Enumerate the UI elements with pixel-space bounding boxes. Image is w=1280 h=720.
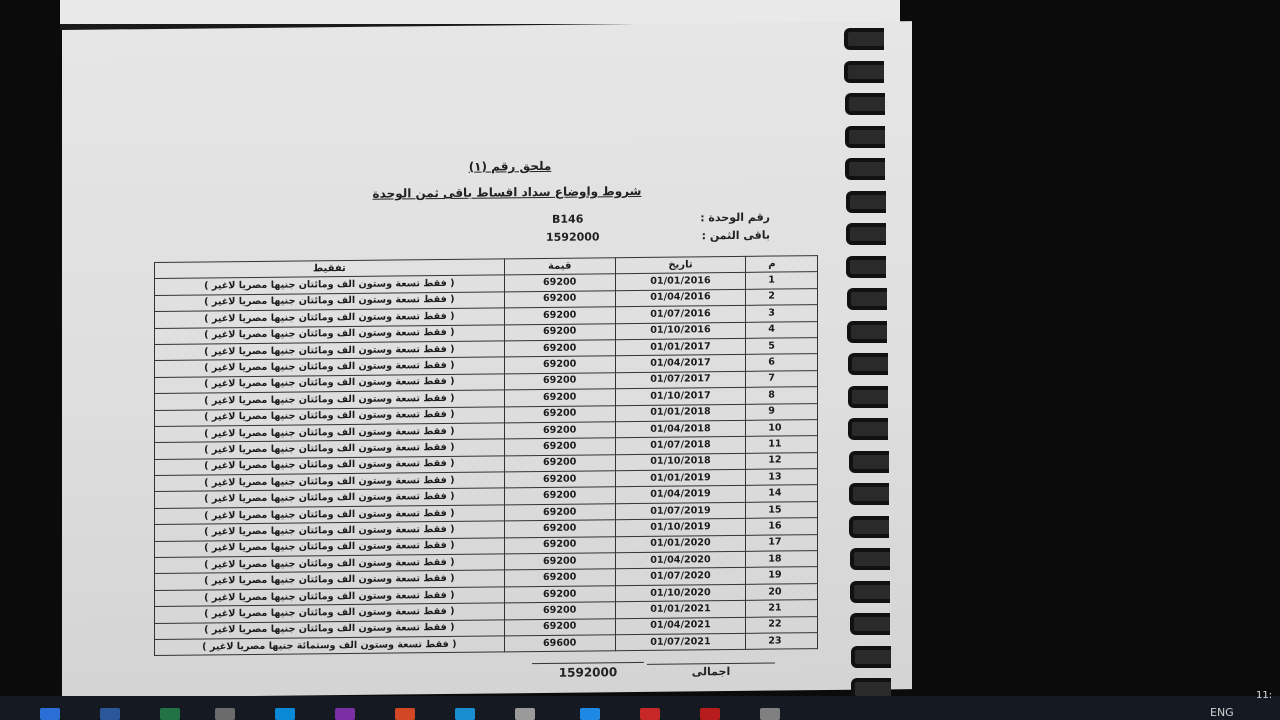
cell-text: ( فقط تسعة وستون الف ومائتان جنيها مصريا لاغير ): [155, 456, 505, 476]
cell-date: 01/01/2018: [615, 404, 746, 422]
binder-ring: [846, 223, 886, 245]
cell-text: ( فقط تسعة وستون الف ومائتان جنيها مصريا لاغير ): [155, 554, 505, 574]
taskbar-app-icon[interactable]: [100, 708, 120, 720]
cell-text: ( فقط تسعة وستون الف ومائتان جنيها مصريا لاغير ): [155, 570, 505, 590]
cell-text: ( فقط تسعة وستون الف ومائتان جنيها مصريا لاغير ): [155, 603, 505, 623]
cell-date: 01/10/2020: [615, 584, 746, 602]
cell-num: 4: [746, 321, 818, 338]
cell-date: 01/10/2018: [615, 453, 746, 471]
cell-num: 3: [746, 305, 818, 322]
binder-ring: [846, 191, 886, 213]
cell-value: 69200: [504, 372, 615, 390]
cell-num: 16: [746, 518, 818, 535]
cell-text: ( فقط تسعة وستون الف ومائتان جنيها مصريا لاغير ): [155, 308, 505, 328]
binder-ring: [849, 451, 889, 473]
cell-num: 14: [746, 485, 818, 502]
binder-ring: [848, 353, 888, 375]
cell-date: 01/01/2016: [615, 273, 746, 291]
binder-ring: [847, 288, 887, 310]
cell-value: 69600: [504, 635, 615, 653]
cell-num: 9: [746, 403, 818, 420]
binder-ring: [849, 516, 889, 538]
total-label: اجمالى: [647, 663, 775, 679]
cell-text: ( فقط تسعة وستون الف ومائتان جنيها مصريا لاغير ): [155, 275, 505, 295]
cell-text: ( فقط تسعة وستون الف ومائتان جنيها مصريا لاغير ): [155, 374, 505, 394]
binder-ring: [845, 126, 885, 148]
cell-num: 5: [746, 338, 818, 355]
binder-ring: [851, 646, 891, 668]
cell-value: 69200: [504, 569, 615, 587]
binder-ring: [845, 93, 885, 115]
cell-date: 01/10/2016: [615, 322, 746, 340]
cell-value: 69200: [504, 602, 615, 620]
taskbar-app-icon[interactable]: [760, 708, 780, 720]
cell-num: 10: [746, 419, 818, 436]
cell-num: 11: [746, 436, 818, 453]
total-value: 1592000: [532, 662, 644, 680]
taskbar-app-icon[interactable]: [335, 708, 355, 720]
cell-text: ( فقط تسعة وستون الف ومائتان جنيها مصريا لاغير ): [155, 423, 505, 443]
language-indicator[interactable]: ENG: [1210, 706, 1234, 719]
cell-text: ( فقط تسعة وستون الف ومائتان جنيها مصريا لاغير ): [155, 406, 505, 426]
annex-title: ملحق رقم (١): [468, 158, 552, 174]
taskbar-app-icon[interactable]: [700, 708, 720, 720]
binder-ring: [849, 483, 889, 505]
cell-num: 23: [746, 633, 818, 650]
taskbar-app-icon[interactable]: [515, 708, 535, 720]
cell-text: ( فقط تسعة وستون الف ومائتان جنيها مصريا لاغير ): [155, 390, 505, 410]
cell-text: ( فقط تسعة وستون الف ومائتان جنيها مصريا لاغير ): [155, 472, 505, 492]
installment-table: [154, 255, 818, 656]
cell-date: 01/04/2021: [615, 617, 746, 635]
cell-date: 01/07/2018: [615, 437, 746, 455]
taskbar-app-icon[interactable]: [215, 708, 235, 720]
cell-date: 01/04/2016: [615, 289, 746, 307]
main-title: شروط واوضاع سداد اقساط باقى ثمن الوحدة: [372, 183, 642, 201]
header-value: قيمة: [504, 258, 615, 276]
cell-num: 7: [746, 370, 818, 387]
cell-text: ( فقط تسعة وستون الف ومائتان جنيها مصريا لاغير ): [155, 587, 505, 607]
cell-value: 69200: [504, 323, 615, 341]
cell-text: ( فقط تسعة وستون الف ومائتان جنيها مصريا لاغير ): [155, 505, 505, 525]
cell-num: 15: [746, 501, 818, 518]
cell-date: 01/07/2021: [615, 633, 746, 651]
cell-value: 69200: [504, 454, 615, 472]
binder-ring: [846, 256, 886, 278]
cell-value: 69200: [504, 422, 615, 440]
unit-value: B146: [552, 212, 584, 226]
header-num: م: [746, 256, 818, 273]
cell-num: 6: [746, 354, 818, 371]
cell-date: 01/10/2019: [615, 519, 746, 537]
binder-ring: [848, 386, 888, 408]
cell-value: 69200: [504, 405, 615, 423]
cell-num: 13: [746, 469, 818, 486]
cell-date: 01/01/2017: [615, 338, 746, 356]
cell-date: 01/01/2019: [615, 469, 746, 487]
cell-date: 01/04/2019: [615, 486, 746, 504]
document-page: [62, 21, 912, 698]
cell-value: 69200: [504, 340, 615, 358]
balance-label: باقى الثمن :: [701, 228, 770, 243]
cell-num: 1: [746, 272, 818, 289]
cell-num: 12: [746, 452, 818, 469]
cell-value: 69200: [504, 274, 615, 292]
cell-value: 69200: [504, 586, 615, 604]
cell-num: 8: [746, 387, 818, 404]
cell-text: ( فقط تسعة وستون الف ومائتان جنيها مصريا لاغير ): [155, 357, 505, 377]
cell-num: 21: [746, 600, 818, 617]
cell-value: 69200: [504, 471, 615, 489]
cell-num: 18: [746, 551, 818, 568]
cell-value: 69200: [504, 536, 615, 554]
cell-text: ( فقط تسعة وستون الف ومائتان جنيها مصريا لاغير ): [155, 324, 505, 344]
binder-ring: [850, 581, 890, 603]
cell-date: 01/07/2019: [615, 502, 746, 520]
clock[interactable]: 11:: [1256, 690, 1273, 701]
cell-text: ( فقط تسعة وستون الف ومائتان جنيها مصريا لاغير ): [155, 439, 505, 459]
binder-ring: [845, 158, 885, 180]
binder-rings: [840, 14, 890, 704]
cell-date: 01/07/2017: [615, 371, 746, 389]
cell-value: 69200: [504, 553, 615, 571]
cell-date: 01/04/2017: [615, 355, 746, 373]
balance-value: 1592000: [546, 230, 600, 244]
cell-value: 69200: [504, 618, 615, 636]
cell-num: 22: [746, 616, 818, 633]
cell-date: 01/07/2020: [615, 568, 746, 586]
header-text: تفقيط: [155, 259, 505, 279]
cell-text: ( فقط تسعة وستون الف ومائتان جنيها مصريا لاغير ): [155, 488, 505, 508]
binder-ring: [844, 61, 884, 83]
taskbar-app-icon[interactable]: [580, 708, 600, 720]
taskbar-app-icon[interactable]: [40, 708, 60, 720]
cell-text: ( فقط تسعة وستون الف ومائتان جنيها مصريا لاغير ): [155, 292, 505, 312]
cell-value: 69200: [504, 290, 615, 308]
taskbar-app-icon[interactable]: [395, 708, 415, 720]
cell-num: 20: [746, 583, 818, 600]
unit-label: رقم الوحدة :: [700, 210, 770, 225]
binder-ring: [848, 418, 888, 440]
cell-value: 69200: [504, 356, 615, 374]
binder-ring: [844, 28, 884, 50]
cell-date: 01/01/2020: [615, 535, 746, 553]
cell-date: 01/04/2020: [615, 551, 746, 569]
cell-num: 19: [746, 567, 818, 584]
cell-value: 69200: [504, 520, 615, 538]
cell-value: 69200: [504, 438, 615, 456]
binder-ring: [847, 321, 887, 343]
taskbar-app-icon[interactable]: [275, 708, 295, 720]
cell-num: 2: [746, 288, 818, 305]
cell-date: 01/07/2016: [615, 306, 746, 324]
cell-date: 01/10/2017: [615, 387, 746, 405]
cell-value: 69200: [504, 504, 615, 522]
taskbar-app-icon[interactable]: [455, 708, 475, 720]
cell-text: ( فقط تسعة وستون الف ومائتان جنيها مصريا لاغير ): [155, 521, 505, 541]
cell-num: 17: [746, 534, 818, 551]
cell-text: ( فقط تسعة وستون الف ومائتان جنيها مصريا لاغير ): [155, 538, 505, 558]
cell-date: 01/01/2021: [615, 601, 746, 619]
cell-value: 69200: [504, 389, 615, 407]
cell-text: ( فقط تسعة وستون الف ومائتان جنيها مصريا لاغير ): [155, 341, 505, 361]
taskbar-app-icon[interactable]: [640, 708, 660, 720]
cell-value: 69200: [504, 487, 615, 505]
binder-ring: [850, 548, 890, 570]
cell-text: ( فقط تسعة وستون الف وستمائة جنيها مصريا لاغير ): [155, 636, 505, 656]
taskbar-app-icon[interactable]: [160, 708, 180, 720]
binder-ring: [850, 613, 890, 635]
header-date: تاريخ: [615, 256, 746, 274]
cell-text: ( فقط تسعة وستون الف ومائتان جنيها مصريا لاغير ): [155, 619, 505, 639]
cell-value: 69200: [504, 307, 615, 325]
cell-date: 01/04/2018: [615, 420, 746, 438]
